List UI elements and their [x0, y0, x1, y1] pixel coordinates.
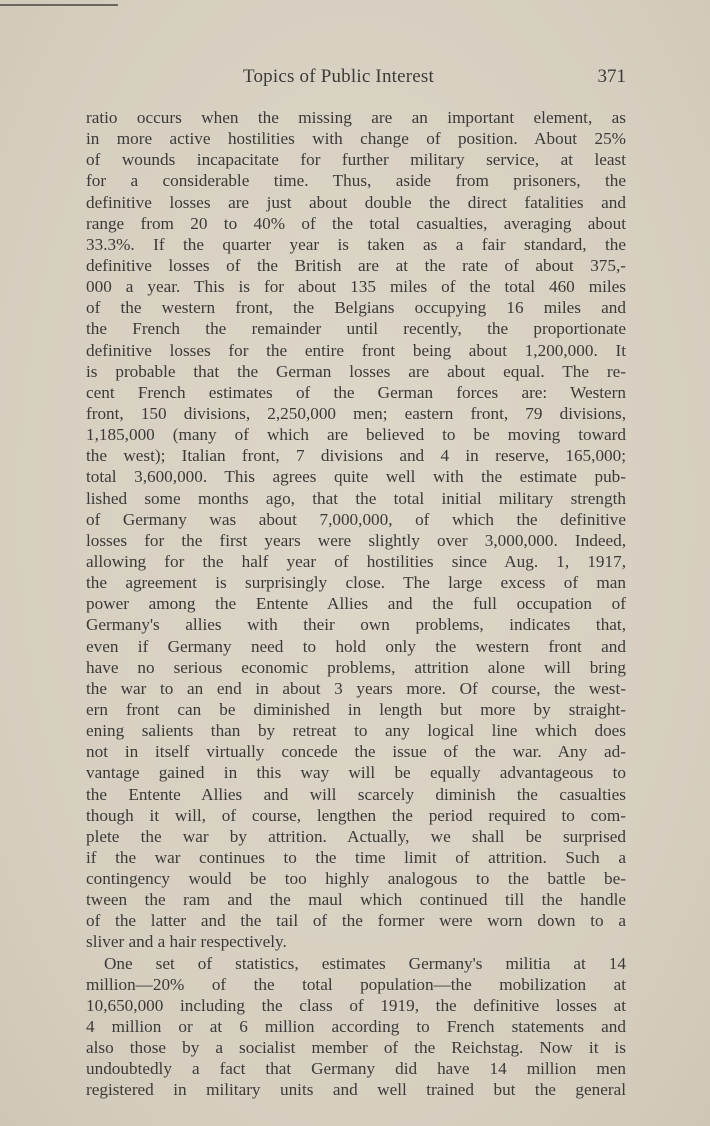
text-line: million—20% of the total population—the mobilization at	[86, 974, 626, 994]
text-line: ening salients than by retreat to any logical line which does	[86, 721, 626, 741]
text-line: is probable that the German losses are about equal. The re-	[86, 361, 626, 381]
text-line: the west); Italian front, 7 divisions and 4 in reserve, 165,000;	[86, 446, 626, 466]
text-line: 4 million or at 6 million according to French statements and	[86, 1017, 626, 1037]
text-line: cent French estimates of the German forces are: Western	[86, 382, 626, 402]
text-line: the agreement is surprisingly close. The large excess of man	[86, 573, 626, 593]
text-line: not in itself virtually concede the issue of the war. Any ad-	[86, 742, 626, 762]
page-header	[86, 66, 626, 92]
paragraph-last-line: sliver and a hair respectively.	[86, 932, 287, 952]
text-line: registered in military units and well trained but the general	[86, 1080, 626, 1100]
text-line: of the western front, the Belgians occupying 16 miles and	[86, 298, 626, 318]
text-line: 1,185,000 (many of which are believed to be moving toward	[86, 425, 626, 445]
text-line: also those by a socialist member of the Reichstag. Now it is	[86, 1038, 626, 1058]
text-line: the Entente Allies and will scarcely diminish the casualties	[86, 784, 626, 804]
text-line: of wounds incapacitate for further military service, at least	[86, 150, 626, 170]
text-line: undoubtedly a fact that Germany did have 14 million men	[86, 1059, 626, 1079]
text-line: ern front can be diminished in length but more by straight-	[86, 699, 626, 719]
body-text	[86, 107, 626, 1101]
paragraph-first-line: One set of statistics, estimates Germany's militia at 14	[104, 953, 626, 973]
text-line: range from 20 to 40% of the total casualties, averaging about	[86, 213, 626, 233]
text-line: plete the war by attrition. Actually, we shall be surprised	[86, 826, 626, 846]
text-line: of Germany was about 7,000,000, of which the definitive	[86, 509, 626, 529]
text-line: if the war continues to the time limit of attrition. Such a	[86, 847, 626, 867]
text-line: even if Germany need to hold only the western front and	[86, 636, 626, 656]
text-line: though it will, of course, lengthen the period required to com-	[86, 805, 626, 825]
text-line: definitive losses are just about double the direct fatalities and	[86, 192, 626, 212]
text-line: Germany's allies with their own problems, indicates that,	[86, 615, 626, 635]
text-line: of the latter and the tail of the former were worn down to a	[86, 911, 626, 931]
text-line: front, 150 divisions, 2,250,000 men; eastern front, 79 divisions,	[86, 403, 626, 423]
text-line: tween the ram and the maul which continued till the handle	[86, 890, 626, 910]
text-line: the war to an end in about 3 years more. Of course, the west-	[86, 678, 626, 698]
text-line: for a considerable time. Thus, aside from prisoners, the	[86, 171, 626, 191]
text-line: power among the Entente Allies and the full occupation of	[86, 594, 626, 614]
running-title: Topics of Public Interest	[243, 66, 434, 87]
text-line: 000 a year. This is for about 135 miles of the total 460 miles	[86, 277, 626, 297]
text-line: 10,650,000 including the class of 1919, the definitive losses at	[86, 995, 626, 1015]
text-line: ratio occurs when the missing are an important element, as	[86, 108, 626, 127]
text-line: total 3,600,000. This agrees quite well with the estimate pub-	[86, 467, 626, 487]
text-line: definitive losses of the British are at the rate of about 375,-	[86, 255, 626, 275]
text-line: definitive losses for the entire front being about 1,200,000. It	[86, 340, 626, 360]
top-edge-rule	[0, 4, 118, 6]
text-line: contingency would be too highly analogous to the battle be-	[86, 869, 626, 889]
text-line: in more active hostilities with change of position. About 25%	[86, 129, 626, 149]
text-line: 33.3%. If the quarter year is taken as a fair standard, the	[86, 234, 626, 254]
text-line: the French the remainder until recently, the proportionate	[86, 319, 626, 339]
text-line: have no serious economic problems, attrition alone will bring	[86, 657, 626, 677]
text-line: losses for the first years were slightly over 3,000,000. Indeed,	[86, 530, 626, 550]
text-line: vantage gained in this way will be equally advantageous to	[86, 763, 626, 783]
text-line: lished some months ago, that the total initial military strength	[86, 488, 626, 508]
text-line: allowing for the half year of hostilities since Aug. 1, 1917,	[86, 551, 626, 571]
page-number: 371	[597, 66, 626, 87]
